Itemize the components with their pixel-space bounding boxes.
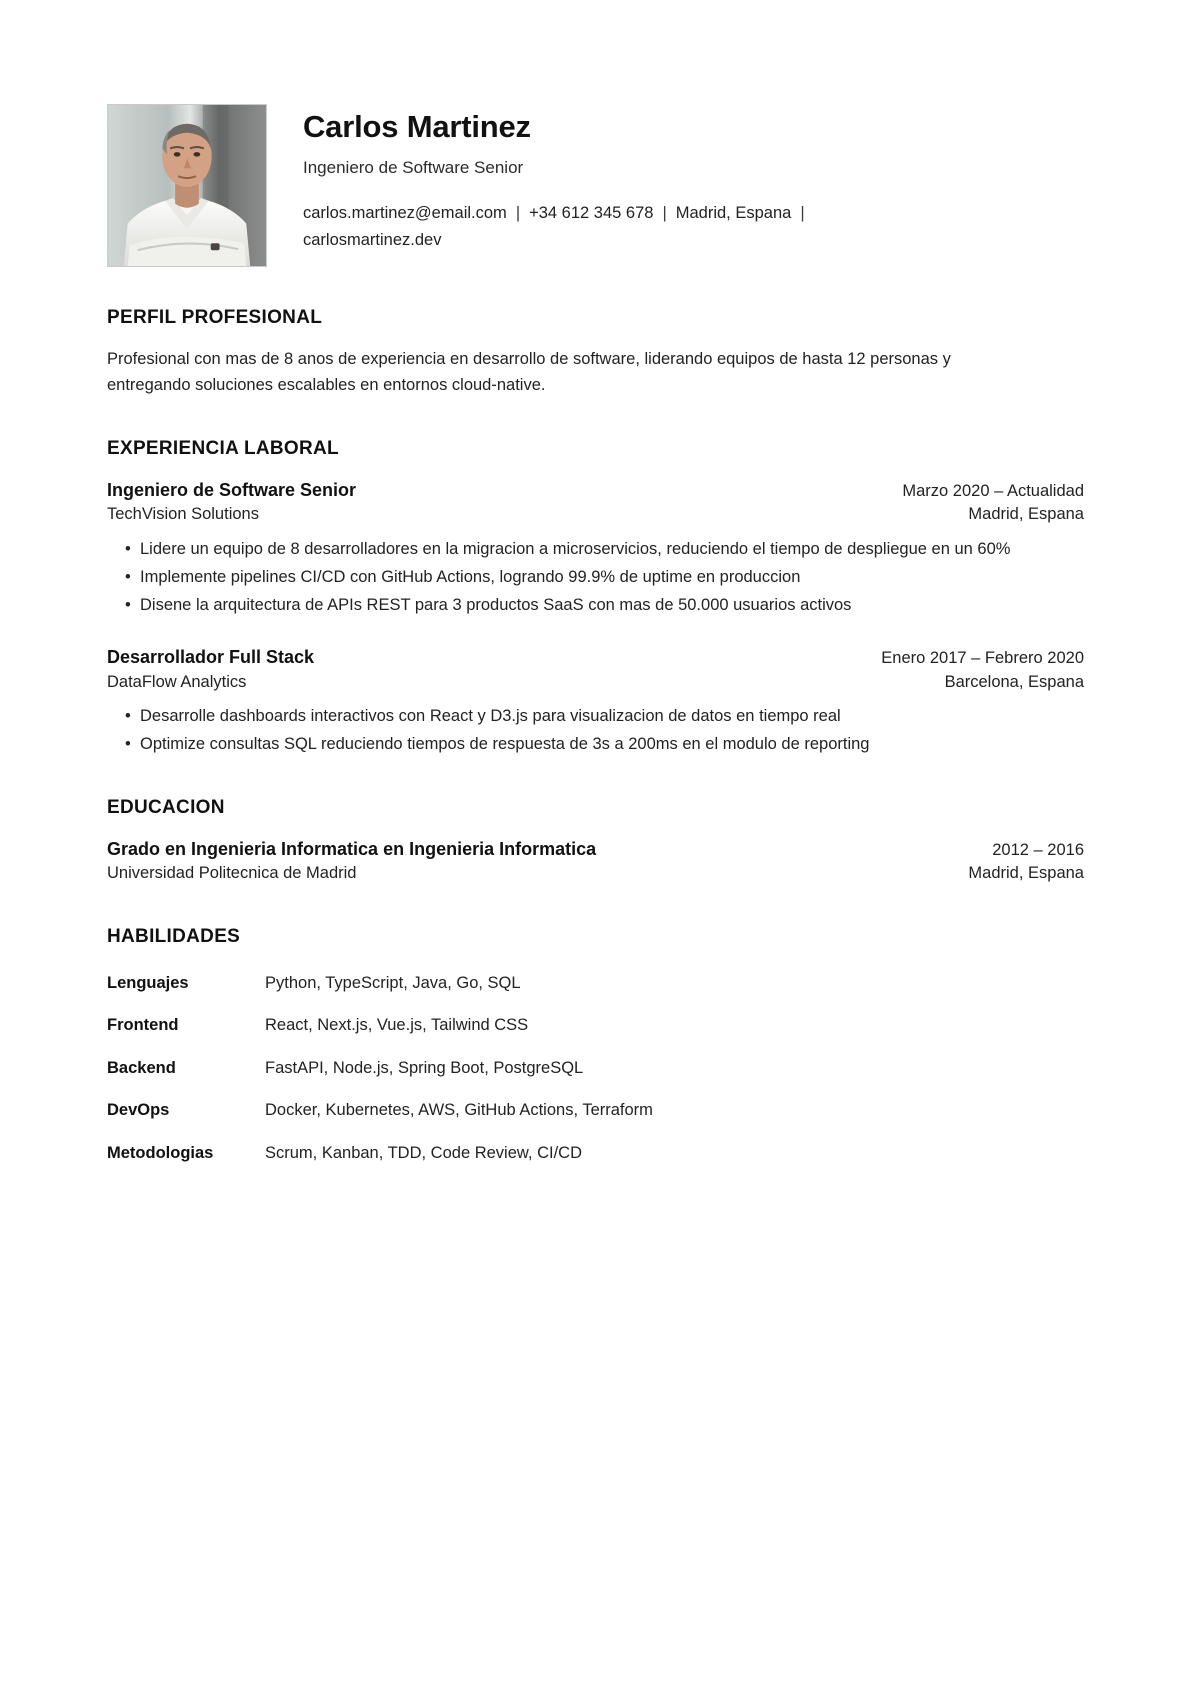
entry-subheader-row: [107, 861, 1084, 886]
section-title-education: EDUCACION: [107, 796, 225, 818]
list-item: • Optimize consultas SQL reduciendo tiempos de respuesta de 3s a 200ms en el modulo de reporting: [125, 732, 1045, 757]
contact-separator: |: [800, 204, 805, 223]
skill-values: FastAPI, Node.js, Spring Boot, PostgreSQL: [265, 1058, 584, 1077]
entry-location: Madrid, Espana: [968, 505, 1084, 524]
entry-bullets: [107, 704, 1084, 757]
resume-header: [107, 104, 1084, 267]
experience-entry: [107, 645, 1084, 757]
skill-values: Docker, Kubernetes, AWS, GitHub Actions, Terraform: [265, 1101, 653, 1120]
entry-header-row: [107, 645, 1084, 669]
page-title: Carlos Martinez: [303, 109, 531, 144]
entry-bullets: [107, 537, 1084, 617]
entry-company: TechVision Solutions: [107, 505, 259, 524]
section-title-profile: PERFIL PROFESIONAL: [107, 307, 323, 328]
section-title-skills: HABILIDADES: [107, 926, 241, 948]
contact-line: [303, 200, 943, 253]
entry-school: Universidad Politecnica de Madrid: [107, 864, 357, 883]
table-row: [107, 1051, 1084, 1093]
skill-category: Frontend: [107, 1016, 179, 1035]
section-skills: [107, 926, 1084, 1178]
portrait-photo-icon: [108, 105, 266, 266]
entry-subheader-row: [107, 502, 1084, 527]
avatar: [107, 104, 267, 267]
section-experience: [107, 438, 1084, 757]
skill-category: Metodologias: [107, 1143, 214, 1162]
skill-values: React, Next.js, Vue.js, Tailwind CSS: [265, 1016, 529, 1035]
skill-values: Python, TypeScript, Java, Go, SQL: [265, 974, 521, 993]
contact-location: Madrid, Espana: [675, 204, 792, 223]
table-row: [107, 1008, 1084, 1050]
section-profile: [107, 307, 1084, 398]
list-item: • Lidere un equipo de 8 desarrolladores en la migracion a microservicios, reduciendo el tiempo de despliegue en un 60%: [125, 537, 1045, 562]
job-headline: Ingeniero de Software Senior: [303, 158, 524, 178]
experience-entry: [107, 478, 1084, 617]
list-item: • Implemente pipelines CI/CD con GitHub Actions, logrando 99.9% de uptime en produccion: [125, 565, 1045, 590]
entry-date: Marzo 2020 – Actualidad: [902, 482, 1084, 501]
contact-separator: |: [515, 204, 521, 223]
entry-location: Barcelona, Espana: [944, 672, 1084, 691]
education-entry: [107, 837, 1084, 886]
skill-category: Lenguajes: [107, 974, 189, 993]
entry-company: DataFlow Analytics: [107, 672, 247, 691]
list-item: • Desarrolle dashboards interactivos con React y D3.js para visualizacion de datos en tiempo real: [125, 704, 1045, 729]
contact-phone[interactable]: +34 612 345 678: [529, 204, 654, 223]
entry-header-row: [107, 837, 1084, 861]
contact-email[interactable]: carlos.martinez@email.com: [303, 204, 507, 223]
header-text-block: [303, 104, 1084, 253]
entry-subheader-row: [107, 670, 1084, 695]
profile-summary: Profesional con mas de 8 anos de experiencia en desarrollo de software, liderando equipos de hasta 12 personas y entregando soluciones escalables en entornos cloud-native.: [107, 350, 951, 394]
table-row: [107, 1136, 1084, 1178]
entry-header-row: [107, 478, 1084, 502]
entry-role: Ingeniero de Software Senior: [107, 480, 357, 501]
entry-date: Enero 2017 – Febrero 2020: [881, 649, 1084, 668]
list-item: • Disene la arquitectura de APIs REST para 3 productos SaaS con mas de 50.000 usuarios activos: [125, 593, 1045, 618]
table-row: [107, 966, 1084, 1008]
section-education: [107, 797, 1084, 886]
skill-category: Backend: [107, 1058, 176, 1077]
skills-table: [107, 966, 1084, 1178]
entry-date: 2012 – 2016: [992, 840, 1084, 859]
section-title-experience: EXPERIENCIA LABORAL: [107, 438, 339, 460]
contact-website[interactable]: carlosmartinez.dev: [303, 230, 442, 249]
entry-location: Madrid, Espana: [968, 864, 1084, 883]
entry-degree: Grado en Ingenieria Informatica en Ingenieria Informatica: [107, 838, 597, 859]
skill-values: Scrum, Kanban, TDD, Code Review, CI/CD: [265, 1143, 582, 1162]
skill-category: DevOps: [107, 1101, 170, 1120]
contact-separator: |: [662, 204, 667, 223]
table-row: [107, 1093, 1084, 1135]
entry-role: Desarrollador Full Stack: [107, 647, 315, 668]
